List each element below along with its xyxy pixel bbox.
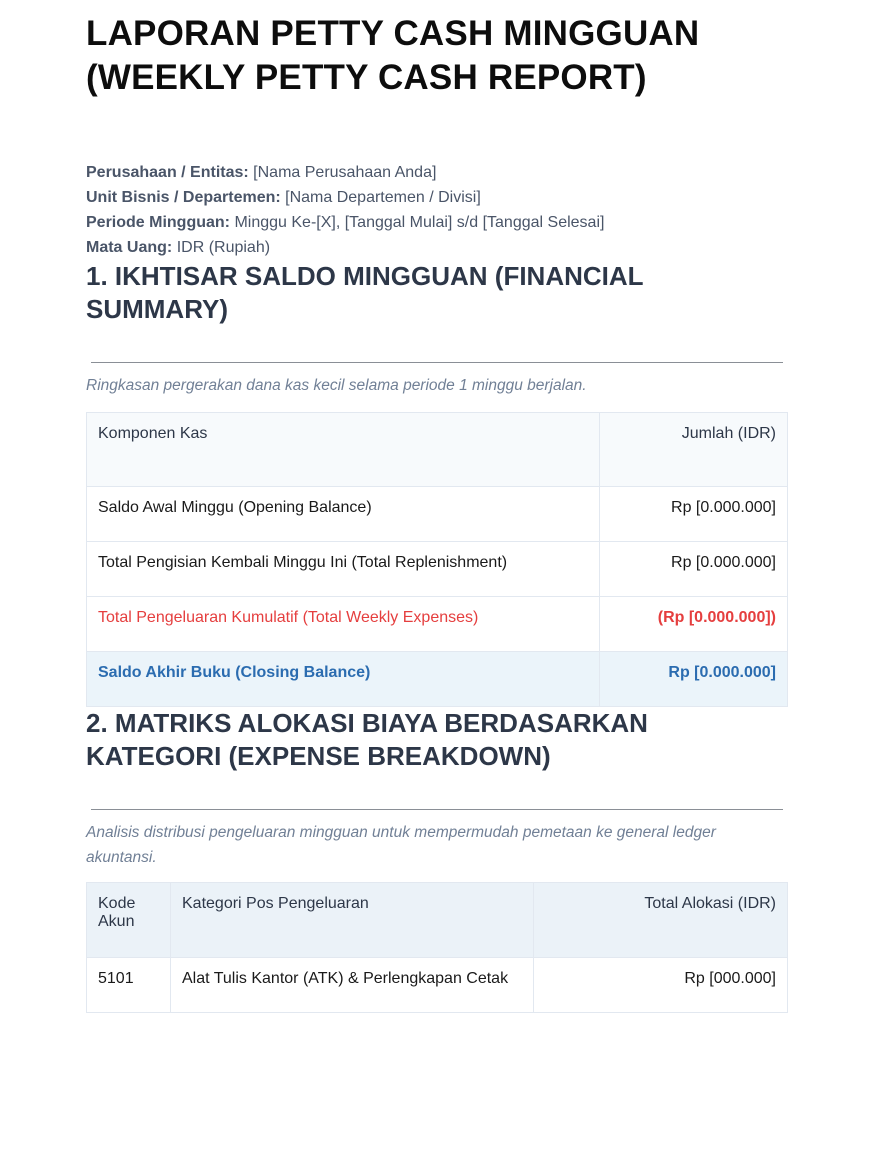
- meta-currency-value: IDR (Rupiah): [176, 239, 271, 256]
- table-row-opening: [87, 487, 788, 542]
- meta-unit-value: [Nama Departemen / Divisi]: [285, 189, 481, 206]
- report-meta: [86, 160, 788, 260]
- report-title-line1: LAPORAN PETTY CASH MINGGUAN: [86, 14, 700, 53]
- report-page: [86, 0, 788, 1013]
- cell-component: Total Pengeluaran Kumulatif (Total Weekly Expenses): [87, 597, 600, 652]
- table-row: [87, 958, 788, 1013]
- header-code: Kode Akun: [87, 883, 171, 958]
- section1-note: Ringkasan pergerakan dana kas kecil selama periode 1 minggu berjalan.: [86, 377, 587, 394]
- cell-component: Total Pengisian Kembali Minggu Ini (Total Replenishment): [87, 542, 600, 597]
- section2-note: Analisis distribusi pengeluaran mingguan untuk mempermudah pemetaan ke general ledger akuntansi.: [86, 824, 716, 866]
- cell-amount: (Rp [0.000.000]): [600, 597, 788, 652]
- header-total: Total Alokasi (IDR): [534, 883, 788, 958]
- meta-currency-label: Mata Uang:: [86, 239, 173, 256]
- meta-unit: [86, 185, 788, 210]
- cell-amount: Rp [0.000.000]: [600, 487, 788, 542]
- meta-company-value: [Nama Perusahaan Anda]: [253, 164, 437, 181]
- table-row-expenses: [87, 597, 788, 652]
- cell-component: Saldo Akhir Buku (Closing Balance): [87, 652, 600, 707]
- financial-summary-table: [86, 412, 788, 707]
- meta-currency: [86, 235, 788, 260]
- report-title-line2: (WEEKLY PETTY CASH REPORT): [86, 58, 647, 97]
- section1-divider: [91, 362, 783, 363]
- table-header-row: [87, 413, 788, 487]
- cell-amount: Rp [0.000.000]: [600, 542, 788, 597]
- meta-period-label: Periode Mingguan:: [86, 214, 230, 231]
- header-amount: Jumlah (IDR): [600, 413, 788, 487]
- meta-period: [86, 210, 788, 235]
- header-category: Kategori Pos Pengeluaran: [171, 883, 534, 958]
- cell-code: 5101: [87, 958, 171, 1013]
- cell-amount: Rp [0.000.000]: [600, 652, 788, 707]
- table-header-row: [87, 883, 788, 958]
- section2-title: 2. MATRIKS ALOKASI BIAYA BERDASARKAN KATEGORI (EXPENSE BREAKDOWN): [86, 708, 648, 771]
- cell-total: Rp [000.000]: [534, 958, 788, 1013]
- header-component: Komponen Kas: [87, 413, 600, 487]
- cell-category: Alat Tulis Kantor (ATK) & Perlengkapan Cetak: [171, 958, 534, 1013]
- expense-breakdown-table: [86, 882, 788, 1013]
- cell-component: Saldo Awal Minggu (Opening Balance): [87, 487, 600, 542]
- section2-divider: [91, 809, 783, 810]
- meta-company-label: Perusahaan / Entitas:: [86, 164, 249, 181]
- meta-unit-label: Unit Bisnis / Departemen:: [86, 189, 281, 206]
- report-title: [86, 12, 788, 100]
- meta-period-value: Minggu Ke-[X], [Tanggal Mulai] s/d [Tanggal Selesai]: [234, 214, 605, 231]
- table-row-replenishment: [87, 542, 788, 597]
- table-row-closing: [87, 652, 788, 707]
- section1-title: 1. IKHTISAR SALDO MINGGUAN (FINANCIAL SUMMARY): [86, 261, 644, 324]
- meta-company: [86, 160, 788, 185]
